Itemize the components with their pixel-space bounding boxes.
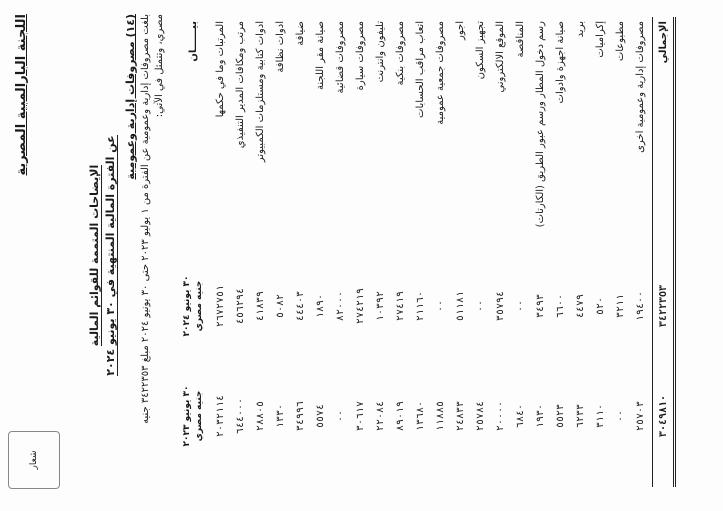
row-value-2023: ٢٢٠٨٤	[374, 400, 386, 432]
row-value-2023: ١٣٣٠	[274, 403, 286, 429]
table-header	[176, 17, 210, 487]
row-value-2023: ٢٠٣٢١١٤	[214, 394, 226, 438]
table-row	[270, 17, 290, 487]
table-row	[470, 17, 490, 487]
row-value-2023: ٨٩٠١٩	[394, 400, 406, 432]
row-value-2023: ١٣٦٨٠	[414, 400, 426, 432]
table-row	[370, 17, 390, 487]
row-item: المرتبات وما في حكمها	[214, 21, 226, 118]
row-item: تليفون وانترنت	[374, 21, 386, 83]
row-value-2024: ٢٦٧٢٧٥١	[214, 284, 226, 328]
table-row	[390, 17, 410, 487]
table-row	[230, 17, 250, 487]
expenses-table	[176, 17, 676, 487]
row-item: الموقع الالكتروني	[494, 21, 506, 93]
header-2023: ٣٠ يونيو ٢٠٢٣ جنيه مصري	[182, 385, 204, 447]
row-value-2024: ٢٧٤١٩	[394, 290, 406, 322]
row-item: مصروفات قضائية	[334, 21, 346, 94]
row-item: أجور	[454, 21, 466, 40]
row-item: المناقصة	[514, 21, 526, 58]
row-item: مرتب ومكافآت المدير التنفيذي	[234, 21, 246, 149]
table-row	[430, 17, 450, 487]
row-value-2024: ٥٠٨٢	[274, 293, 286, 319]
row-item: مصروفات جمعية عمومية	[434, 21, 446, 125]
table-row	[330, 17, 350, 487]
section-title: (١٤) مصروفات إدارية وعمومية	[124, 14, 137, 180]
table-row	[530, 17, 550, 487]
row-value-2023: ١١٨٨٥	[434, 400, 446, 432]
row-item: أدوات نظافة	[274, 21, 286, 73]
row-value-2023: ٥٥٧٤	[314, 403, 326, 429]
row-item: مصروفات سيارة	[354, 21, 366, 91]
table-row	[610, 17, 630, 487]
table-body	[210, 17, 650, 487]
row-value-2024: ١٩٤٠٠	[634, 290, 646, 322]
row-value-2024: ٥١١٨١	[454, 290, 466, 322]
row-value-2024: ٨٢٠٠٠	[334, 290, 346, 322]
row-value-2024: ٠٠	[514, 299, 526, 313]
table-row	[210, 17, 230, 487]
row-value-2023: ٢٨٨٠٥	[254, 400, 266, 432]
row-item: أتعاب مراقب الحسابات	[414, 21, 426, 118]
row-value-2024: ٠٠	[474, 299, 486, 313]
organization-logo: شعار	[8, 431, 60, 489]
row-value-2024: ٢١١٦٠	[414, 290, 426, 322]
row-item: صيانة مقر اللجنة	[314, 21, 326, 90]
header-2024: ٣٠ يونيو ٢٠٢٤ جنيه مصري	[182, 275, 204, 337]
row-value-2023: ٢٥٧٠٣	[634, 400, 646, 432]
table-row	[250, 17, 270, 487]
table-row	[570, 17, 590, 487]
total-2023: ٣٠٤٩٨١٠	[657, 394, 669, 438]
row-value-2023: ٣٤٩٩٦	[294, 400, 306, 432]
row-value-2024: ٠٠	[434, 299, 446, 313]
row-value-2024: ١٠٣٩٢	[374, 290, 386, 322]
section-description-continued: مصري، وتتمثل في الآتي:	[154, 14, 165, 118]
table-row	[510, 17, 530, 487]
row-value-2024: ١٨٩٠	[314, 293, 326, 319]
table-row	[490, 17, 510, 487]
row-value-2023: ٦٨٤٠	[514, 403, 526, 429]
row-value-2023: ٦٢٣٣	[574, 403, 586, 429]
row-item: مصروفات إدارية وعمومية أخرى	[634, 21, 646, 153]
row-item: إكراميات	[594, 21, 606, 58]
total-2024: ٣٤٢٢٣٥٣	[657, 284, 669, 328]
row-value-2023: ٠٠	[614, 409, 626, 423]
row-item: رسم دخول المطار ورسم عبور الطريق (الكارتات)	[534, 21, 546, 228]
row-value-2023: ٢٤٨٣٣	[454, 400, 466, 432]
row-item: صيانة أجهزة وأدوات	[554, 21, 566, 104]
row-value-2023: ٣٠٦١٧	[354, 400, 366, 432]
row-value-2024: ٣٢١١	[614, 293, 626, 319]
row-value-2023: ١٩٣٠	[534, 403, 546, 429]
row-value-2024: ٤٥٦٢٩٤	[234, 287, 246, 325]
row-value-2024: ٣٥٧٩٤	[494, 290, 506, 322]
row-item: تجهيز السكون	[474, 21, 486, 80]
header-item: بيــــــان	[187, 21, 199, 62]
row-value-2023: ٢٥٧٨٤	[474, 400, 486, 432]
row-value-2024: ٦٦٠٠	[554, 293, 566, 319]
row-value-2023: ٦٤٤٠٠٠	[234, 397, 246, 435]
row-value-2023: ٠٠	[334, 409, 346, 423]
table-total-row	[652, 17, 676, 487]
subtitle-line1: الإيضاحات المتممة للقوائم المالية	[88, 164, 101, 347]
row-value-2024: ٢٧٤٢١٩	[354, 287, 366, 325]
row-value-2024: ٥٢٠	[594, 296, 606, 316]
row-value-2024: ٣٤٩٣	[534, 293, 546, 319]
row-value-2024: ٤٤٧٩	[574, 293, 586, 319]
row-item: ضيافة	[294, 21, 306, 46]
row-value-2024: ٤١٨٣٩	[254, 290, 266, 322]
table-row	[310, 17, 330, 487]
table-row	[550, 17, 570, 487]
table-row	[290, 17, 310, 487]
row-item: بريد	[574, 21, 586, 38]
row-item: مصروفات بنكية	[394, 21, 406, 86]
table-row	[410, 17, 430, 487]
row-item: مطبوعات	[614, 21, 626, 62]
section-description: بلغت مصروفات إدارية وعمومية عن الفترة من ١ يوليو ٢٠٢٣ حتى ٣٠ يونيو ٢٠٢٤ مبلغ ٣٤٢٢٣٥٣ جنيه	[140, 14, 151, 424]
table-row	[590, 17, 610, 487]
row-item: أدوات كتابية ومستلزمات الكمبيوتر	[254, 21, 266, 163]
total-label: الإجمالي	[657, 21, 669, 64]
row-value-2023: ٣١١٠	[594, 403, 606, 429]
table-row	[630, 17, 650, 487]
row-value-2023: ٥٥٢٣	[554, 403, 566, 429]
table-row	[350, 17, 370, 487]
row-value-2023: ٢٠٠٠٠	[494, 400, 506, 432]
organization-title: اللجنة البارالمبية المصرية	[14, 14, 29, 176]
row-value-2024: ٤٤٤٠٣	[294, 290, 306, 322]
subtitle-line2: عن الفترة المالية المنتهية في ٣٠ يونيو ٢٠٢٤	[104, 135, 117, 376]
table-row	[450, 17, 470, 487]
